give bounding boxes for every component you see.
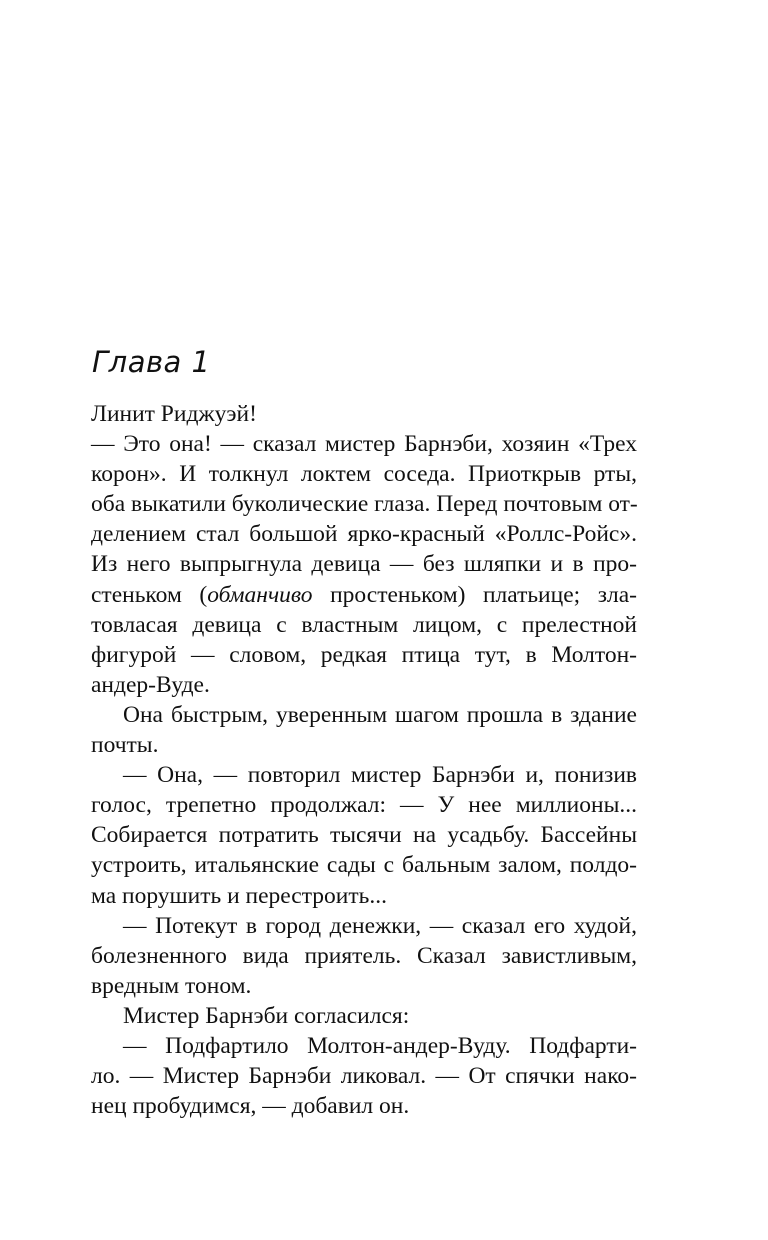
text-line: вредным тоном.	[91, 972, 252, 999]
emphasized-word: обманчиво	[207, 581, 313, 608]
text-line: оба выкатили буколические глаза. Перед почтовым от-	[91, 491, 638, 518]
text-line: нец пробудимся, — добавил он.	[91, 1093, 410, 1120]
text-line: — Подфартило Молтон-андер-Вуду. Подфарти-	[123, 1032, 637, 1059]
text-line: андер-Вуде.	[91, 671, 210, 698]
text-segment: простеньком) платьице; зла-	[312, 581, 637, 608]
text-line: устроить, итальянские сады с бальным залом, полдо-	[91, 852, 637, 879]
text-line: Она быстрым, уверенным шагом прошла в здание	[123, 701, 637, 728]
chapter-text	[91, 399, 637, 1121]
text-segment: стеньком (	[91, 581, 208, 608]
text-line: Линит Риджуэй!	[91, 401, 257, 427]
text-line: голос, трепетно продолжал: — У нее миллионы...	[91, 792, 637, 819]
text-line: болезненного вида приятель. Сказал завистливым,	[91, 942, 637, 969]
text-line: ло. — Мистер Барнэби ликовал. — От спячки нако-	[91, 1063, 637, 1090]
text-line: ма порушить и перестроить...	[91, 882, 387, 909]
text-line: фигурой — словом, редкая птица тут, в Молтон-	[91, 641, 637, 668]
text-line: делением стал большой ярко-красный «Роллс-Ройс».	[91, 521, 637, 548]
text-line: почты.	[91, 732, 159, 759]
text-line: Из него выпрыгнула девица — без шляпки и в про-	[91, 551, 637, 578]
text-line	[91, 580, 637, 610]
text-line: товласая девица с властным лицом, с прелестной	[91, 611, 637, 638]
text-line: — Она, — повторил мистер Барнэби и, понизив	[123, 762, 637, 789]
text-line: — Это она! — сказал мистер Барнэби, хозяин «Трех	[91, 431, 637, 458]
text-line: — Потекут в город денежки, — сказал его худой,	[123, 912, 637, 939]
text-line: корон». И толкнул локтем соседа. Приоткрыв рты,	[91, 461, 637, 488]
text-line: Собирается потратить тысячи на усадьбу. Бассейны	[91, 822, 637, 849]
text-line: Мистер Барнэби согласился:	[123, 1002, 410, 1029]
chapter-title: Глава 1	[92, 345, 211, 379]
